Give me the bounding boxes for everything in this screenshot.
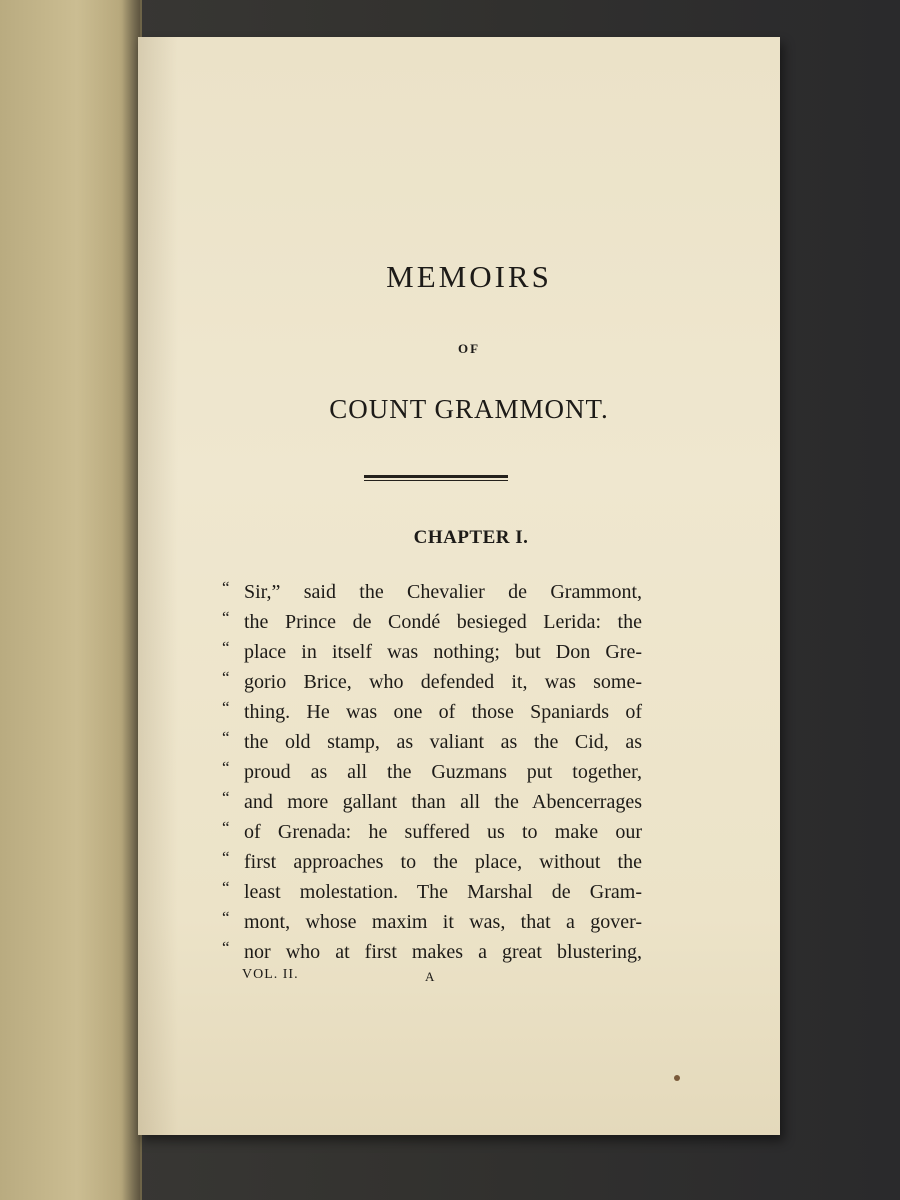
footer-signature: A [425, 969, 435, 984]
text-line [222, 878, 642, 911]
quote-mark: “ [222, 608, 230, 627]
rule-thick [364, 475, 508, 478]
book-page [138, 37, 780, 1135]
line-text: mont, whose maxim it was, that a gover- [244, 911, 642, 933]
text-line [222, 758, 642, 791]
rule-thin [364, 480, 508, 481]
line-text: of Grenada: he suffered us to make our [244, 821, 642, 843]
quote-mark: “ [222, 638, 230, 657]
text-line [222, 788, 642, 821]
text-line [222, 728, 642, 761]
text-line [222, 848, 642, 881]
text-line [222, 578, 642, 611]
quote-mark: “ [222, 788, 230, 807]
body-text [222, 578, 642, 971]
line-text: and more gallant than all the Abencerrages [244, 791, 642, 813]
title-of: OF [457, 341, 481, 356]
text-line [222, 818, 642, 851]
line-text: proud as all the Guzmans put together, [244, 761, 642, 783]
text-line [222, 608, 642, 641]
book-title: MEMOIRS [386, 259, 552, 294]
quote-mark: “ [222, 728, 230, 747]
quote-mark: “ [222, 878, 230, 897]
line-text: first approaches to the place, without the [244, 851, 642, 873]
quote-mark: “ [222, 698, 230, 717]
line-text: thing. He was one of those Spaniards of [244, 701, 642, 723]
line-text: the old stamp, as valiant as the Cid, as [244, 731, 642, 753]
quote-mark: “ [222, 758, 230, 777]
line-text: place in itself was nothing; but Don Gre- [244, 641, 642, 663]
left-page [0, 0, 142, 1200]
footer-volume: VOL. II. [242, 967, 299, 982]
book-subject: COUNT GRAMMONT. [329, 394, 609, 424]
line-text: Sir,” said the Chevalier de Grammont, [244, 581, 642, 603]
quote-mark: “ [222, 818, 230, 837]
ornamental-rule [364, 475, 508, 481]
quote-mark: “ [222, 848, 230, 867]
quote-mark: “ [222, 668, 230, 687]
page-gutter-shade [138, 37, 178, 1135]
line-text: nor who at first makes a great blustering, [244, 941, 642, 963]
chapter-heading: CHAPTER I. [413, 527, 529, 548]
line-text: the Prince de Condé besieged Lerida: the [244, 611, 642, 633]
quote-mark: “ [222, 938, 230, 957]
line-text: least molestation. The Marshal de Gram- [244, 881, 642, 903]
text-line [222, 698, 642, 731]
quote-mark: “ [222, 908, 230, 927]
text-line [222, 908, 642, 941]
quote-mark: “ [222, 578, 230, 597]
text-line [222, 668, 642, 701]
line-text: gorio Brice, who defended it, was some- [244, 671, 642, 693]
paper-speck [674, 1075, 680, 1081]
text-line [222, 638, 642, 671]
